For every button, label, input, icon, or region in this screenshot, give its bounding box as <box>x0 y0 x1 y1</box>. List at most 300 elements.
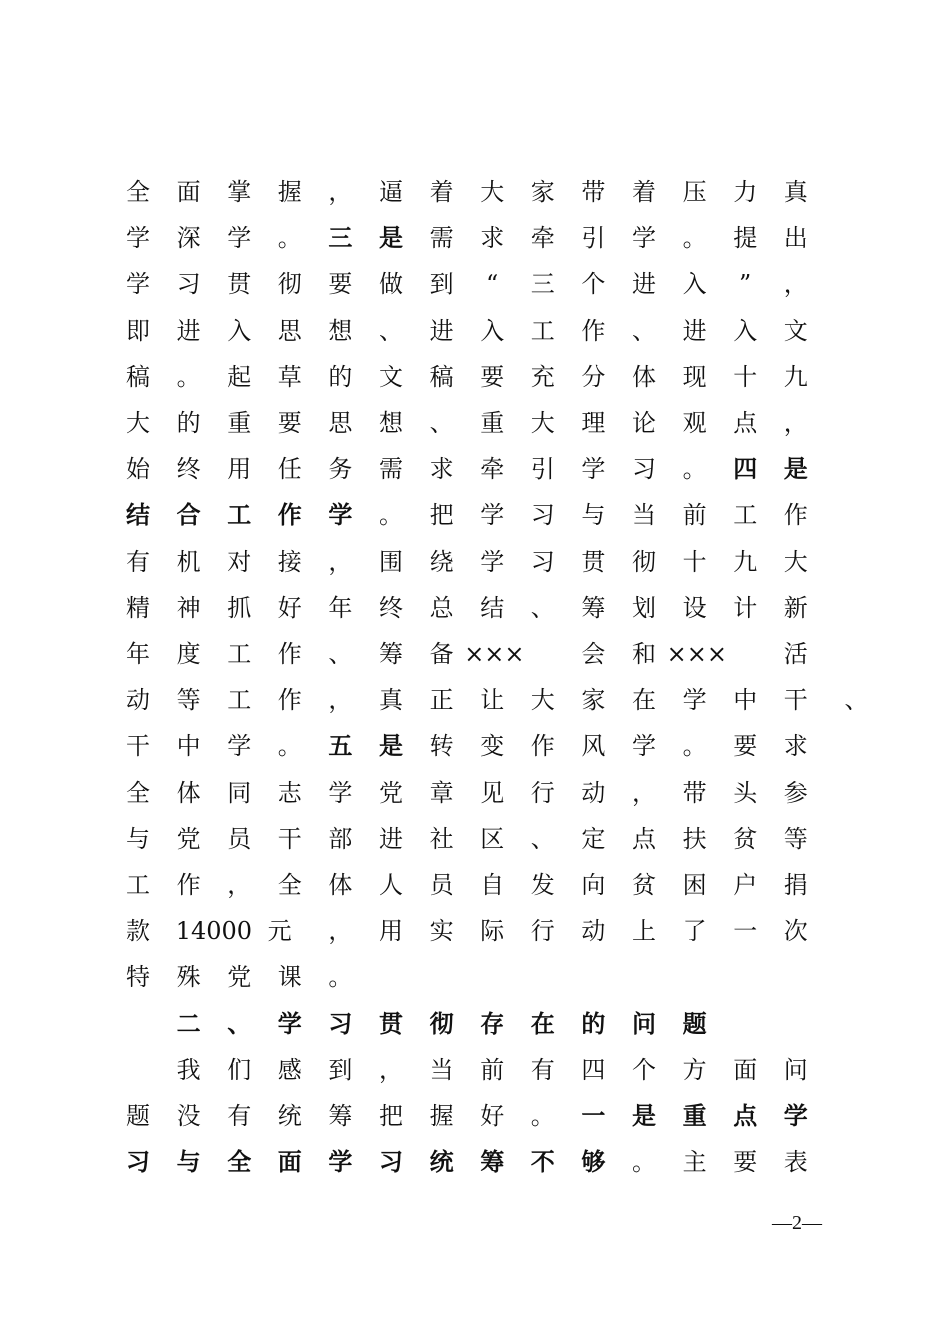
text-char: 作 <box>176 871 201 899</box>
text-char: 们 <box>227 1055 252 1084</box>
text-char: 统 <box>277 1102 302 1130</box>
text-char: 入 <box>733 316 758 345</box>
text-char: 题 <box>682 1008 707 1038</box>
text-char: 面 <box>733 1055 758 1084</box>
text-char: 大 <box>530 686 555 715</box>
text-char: 家 <box>530 178 555 206</box>
text-char: 合 <box>176 500 201 530</box>
text-char: 在 <box>530 1008 555 1038</box>
text-char: 员 <box>429 871 454 899</box>
text-char: 牵 <box>530 224 555 253</box>
text-char: 同 <box>227 778 252 807</box>
text-line <box>124 590 844 626</box>
text-char: 用 <box>379 917 403 946</box>
text-char: 有 <box>126 547 150 576</box>
text-char: 与 <box>581 501 606 530</box>
text-char: 学 <box>682 686 707 715</box>
text-line <box>124 544 844 580</box>
text-char: 动 <box>126 686 150 715</box>
text-char: 中 <box>176 732 201 761</box>
text-char: 体 <box>632 362 656 391</box>
text-char: 带 <box>581 178 606 206</box>
text-char: 见 <box>480 778 505 807</box>
text-char: 。 <box>379 501 403 530</box>
text-char: 习 <box>530 501 555 530</box>
text-char: 是 <box>783 454 808 484</box>
text-char: 全 <box>227 1147 252 1177</box>
text-char: 重 <box>682 1101 707 1130</box>
text-char: 转 <box>429 732 454 761</box>
text-char: ” <box>739 270 752 299</box>
text-char: 稿 <box>126 362 150 391</box>
text-char: 够 <box>581 1147 606 1177</box>
text-char: 总 <box>429 593 454 622</box>
text-char: 握 <box>277 178 302 206</box>
text-char: 握 <box>429 1102 454 1130</box>
text-char: 思 <box>277 316 302 345</box>
text-char: 习 <box>379 1147 403 1177</box>
text-char: 发 <box>530 871 555 899</box>
text-char: 向 <box>581 871 606 899</box>
text-char: 三 <box>328 223 353 253</box>
text-char: 充 <box>530 362 555 391</box>
text-char: 稿 <box>429 362 454 391</box>
text-char: 学 <box>227 732 252 761</box>
text-char: 十 <box>733 362 758 391</box>
text-char: 抓 <box>227 593 252 622</box>
text-char: 十 <box>682 547 707 576</box>
text-char: 大 <box>126 409 150 437</box>
text-line <box>124 821 844 857</box>
text-line <box>124 405 844 441</box>
text-char: 扶 <box>682 824 707 853</box>
text-char: ， <box>328 178 353 206</box>
text-char: 逼 <box>379 178 403 206</box>
text-line <box>124 636 844 672</box>
text-char: 到 <box>328 1055 353 1084</box>
text-char: 想 <box>328 316 353 345</box>
text-char: 是 <box>379 731 403 761</box>
text-char: 个 <box>632 1055 656 1084</box>
text-char: 着 <box>632 178 656 206</box>
text-line <box>124 451 844 487</box>
text-char: 有 <box>227 1102 252 1130</box>
text-char: 习 <box>176 270 201 299</box>
text-char: 课 <box>277 963 302 992</box>
text-char: 文 <box>379 362 403 391</box>
text-char: 对 <box>227 547 252 576</box>
text-char: 出 <box>783 224 808 253</box>
text-line <box>124 775 844 811</box>
text-char: 求 <box>783 732 808 761</box>
text-char: 五 <box>328 731 353 761</box>
text-char: 。 <box>176 362 201 391</box>
text-line <box>124 220 844 256</box>
text-char: 。 <box>277 224 302 253</box>
text-char: 、 <box>844 686 869 715</box>
text-char: 志 <box>277 778 302 807</box>
text-line <box>124 913 844 949</box>
text-char: 与 <box>176 1147 201 1177</box>
text-char: 精 <box>126 593 150 622</box>
text-char: 即 <box>126 316 150 345</box>
text-char: 工 <box>227 686 252 715</box>
text-char: 要 <box>480 362 505 391</box>
text-char: 学 <box>783 1101 808 1130</box>
text-line <box>124 1098 844 1134</box>
text-char: 重 <box>227 409 252 437</box>
text-char: 贫 <box>733 824 758 853</box>
text-char: 绕 <box>429 547 454 576</box>
text-char: 学 <box>480 547 505 576</box>
text-char: 想 <box>379 409 403 437</box>
text-char: 自 <box>480 871 505 899</box>
text-char: 等 <box>176 686 201 715</box>
text-char: 学 <box>581 455 606 484</box>
text-char: 用 <box>227 455 252 484</box>
text-char: ， <box>783 270 808 299</box>
text-char: 14000 <box>175 917 253 946</box>
text-char: 等 <box>783 824 808 853</box>
text-char: 户 <box>733 871 758 899</box>
text-char: 、 <box>530 824 555 853</box>
text-char: 工 <box>733 501 758 530</box>
text-char: 学 <box>632 732 656 761</box>
text-char: 全 <box>277 871 302 899</box>
text-char: 点 <box>733 1101 758 1130</box>
text-char: 进 <box>682 316 707 345</box>
text-char: 问 <box>783 1055 808 1084</box>
text-char: 需 <box>429 224 454 253</box>
text-char: 做 <box>379 270 403 299</box>
text-char: 人 <box>379 871 403 899</box>
text-char: 当 <box>632 501 656 530</box>
text-char: 彻 <box>632 547 656 576</box>
text-char: 筹 <box>480 1147 505 1177</box>
text-char: 务 <box>328 455 353 484</box>
text-char: 党 <box>227 963 252 992</box>
text-char: 把 <box>429 501 454 530</box>
text-char: 在 <box>632 686 656 715</box>
text-char: ， <box>328 547 353 576</box>
text-char: 捐 <box>783 871 808 899</box>
text-char: 设 <box>682 593 707 622</box>
text-char: 作 <box>581 316 606 345</box>
text-char: 贫 <box>632 871 656 899</box>
text-char: 家 <box>581 686 606 715</box>
text-char: 让 <box>480 686 505 715</box>
text-char: 、 <box>429 409 454 437</box>
text-char: 主 <box>682 1148 707 1177</box>
text-char: 度 <box>176 640 201 668</box>
text-char: 干 <box>126 732 150 761</box>
text-line <box>124 1052 844 1088</box>
text-char: 、 <box>227 1008 252 1038</box>
text-char: 学 <box>632 224 656 253</box>
text-char: 习 <box>632 455 656 484</box>
text-line <box>124 867 844 903</box>
text-char: 要 <box>733 732 758 761</box>
text-char: 是 <box>632 1101 656 1130</box>
text-char: 工 <box>530 316 555 345</box>
text-char: 结 <box>126 500 150 530</box>
text-char: 三 <box>530 270 555 299</box>
text-char: 。 <box>277 732 302 761</box>
text-char: ， <box>328 917 353 946</box>
text-char: 学 <box>227 224 252 253</box>
text-char: 求 <box>480 224 505 253</box>
text-char: 好 <box>277 593 302 622</box>
text-char: 学 <box>328 1147 353 1177</box>
text-char: 表 <box>783 1148 808 1177</box>
text-char: 一 <box>733 917 758 946</box>
text-char: 与 <box>126 824 150 853</box>
text-char: 划 <box>632 593 656 622</box>
text-char: 社 <box>429 824 454 853</box>
text-char: 党 <box>379 778 403 807</box>
text-char: 部 <box>328 824 353 853</box>
text-char: 点 <box>733 409 758 437</box>
text-char: 备 <box>429 640 454 668</box>
page-number: —2— <box>772 1212 822 1234</box>
text-char: 要 <box>328 270 353 299</box>
text-char: ××× <box>666 640 727 668</box>
text-char: 党 <box>176 824 201 853</box>
text-char: 的 <box>328 362 353 391</box>
text-char: 习 <box>328 1008 353 1038</box>
text-char: 真 <box>379 686 403 715</box>
text-char: 草 <box>277 362 302 391</box>
text-char: 筹 <box>581 593 606 622</box>
text-char: 当 <box>429 1055 454 1084</box>
text-char: 。 <box>682 224 707 253</box>
text-char: 中 <box>733 686 758 715</box>
text-char: 统 <box>429 1147 454 1177</box>
text-char: 重 <box>480 409 505 437</box>
text-char: 。 <box>632 1148 656 1177</box>
text-char: 个 <box>581 270 606 299</box>
text-line <box>124 313 844 349</box>
text-char: 牵 <box>480 455 505 484</box>
text-char: 大 <box>480 178 505 206</box>
text-line <box>124 728 844 764</box>
text-char: 需 <box>379 455 403 484</box>
text-char: 着 <box>429 178 454 206</box>
text-char: 文 <box>783 316 808 345</box>
text-char: ， <box>379 1055 403 1084</box>
text-char: 接 <box>277 547 302 576</box>
text-char: 干 <box>783 686 808 715</box>
text-char: 年 <box>126 640 150 668</box>
text-char: 体 <box>328 871 353 899</box>
text-char: 、 <box>379 316 403 345</box>
text-char: 深 <box>176 224 201 253</box>
text-line <box>124 174 844 210</box>
text-line <box>124 1144 844 1180</box>
text-char: 把 <box>379 1102 403 1130</box>
text-char: 前 <box>682 501 707 530</box>
text-char: 真 <box>783 178 808 206</box>
text-char: 掌 <box>227 178 252 206</box>
text-char: ， <box>783 409 808 437</box>
text-char: 上 <box>632 917 656 946</box>
text-char: 筹 <box>379 640 403 668</box>
text-char: 大 <box>783 547 808 576</box>
text-char: 学 <box>126 270 150 299</box>
text-char: 力 <box>733 178 758 206</box>
text-char: 现 <box>682 362 707 391</box>
text-char: 进 <box>176 316 201 345</box>
text-char: 全 <box>126 178 150 206</box>
text-char: 终 <box>176 455 201 484</box>
text-char: ××× <box>464 640 525 668</box>
text-char: 方 <box>682 1055 707 1084</box>
text-char: 九 <box>733 547 758 576</box>
text-char: 理 <box>581 409 606 437</box>
text-line <box>124 497 844 533</box>
text-line <box>124 1006 844 1042</box>
text-char: 面 <box>176 178 201 206</box>
text-char: 贯 <box>581 547 606 576</box>
text-char: 问 <box>632 1008 656 1038</box>
text-char: 筹 <box>328 1102 353 1130</box>
text-char: 体 <box>176 778 201 807</box>
text-char: 题 <box>126 1102 150 1130</box>
text-char: 起 <box>227 362 252 391</box>
text-char: 围 <box>379 547 403 576</box>
text-char: 参 <box>783 778 808 807</box>
text-char: 学 <box>328 500 353 530</box>
text-char: 前 <box>480 1055 505 1084</box>
text-char: 了 <box>682 917 707 946</box>
text-char: 际 <box>480 917 505 946</box>
text-char: 学 <box>480 501 505 530</box>
text-char: 员 <box>227 824 252 853</box>
text-char: 学 <box>126 224 150 253</box>
text-char: 新 <box>783 593 808 622</box>
text-char: “ <box>486 270 499 299</box>
text-char: ， <box>328 686 353 715</box>
text-char: 正 <box>429 686 454 715</box>
text-char: 、 <box>632 316 656 345</box>
text-char: 九 <box>783 362 808 391</box>
text-char: 学 <box>277 1008 302 1038</box>
text-char: 提 <box>733 224 758 253</box>
text-char: 的 <box>581 1008 606 1038</box>
text-char: 会 <box>581 640 606 668</box>
text-char: 有 <box>530 1055 555 1084</box>
text-char: 动 <box>581 778 606 807</box>
text-char: 求 <box>429 455 454 484</box>
text-char: 带 <box>682 778 707 807</box>
text-char: 进 <box>379 824 403 853</box>
text-char: 、 <box>328 640 353 668</box>
text-char: 计 <box>733 593 758 622</box>
text-char: 定 <box>581 824 606 853</box>
text-char: 干 <box>277 824 302 853</box>
text-char: ， <box>632 778 656 807</box>
text-line <box>124 682 869 718</box>
text-char: 到 <box>429 270 454 299</box>
text-char: 我 <box>176 1055 201 1084</box>
text-char: 作 <box>277 500 302 530</box>
text-char: 头 <box>733 778 758 807</box>
text-char: 。 <box>530 1102 555 1130</box>
text-char: 是 <box>379 223 403 253</box>
text-char: 风 <box>581 732 606 761</box>
text-char: 区 <box>480 824 505 853</box>
text-char: 感 <box>277 1055 302 1084</box>
text-char: 二 <box>176 1008 201 1038</box>
text-char: 特 <box>126 963 150 992</box>
text-char: 。 <box>682 455 707 484</box>
text-char: 大 <box>530 409 555 437</box>
text-char: 工 <box>227 500 252 530</box>
text-char: 入 <box>480 316 505 345</box>
text-char: 彻 <box>277 270 302 299</box>
text-char: 款 <box>126 917 150 946</box>
text-line <box>124 266 844 302</box>
text-char: 终 <box>379 593 403 622</box>
text-char: 年 <box>328 593 353 622</box>
text-char: 和 <box>632 640 656 668</box>
text-char: 学 <box>328 778 353 807</box>
text-char: 面 <box>277 1147 302 1177</box>
text-char: 的 <box>176 409 201 437</box>
text-char: 全 <box>126 778 150 807</box>
text-char: 神 <box>176 593 201 622</box>
text-char: 入 <box>682 270 707 299</box>
text-char: 存 <box>480 1008 505 1038</box>
text-char: 变 <box>480 732 505 761</box>
text-char: 不 <box>530 1147 555 1177</box>
text-char: 习 <box>126 1147 150 1177</box>
text-char: 机 <box>176 547 201 576</box>
text-char: 没 <box>176 1102 201 1130</box>
text-char: 进 <box>632 270 656 299</box>
text-char: 动 <box>581 917 606 946</box>
text-char: 思 <box>328 409 353 437</box>
text-char: 一 <box>581 1101 606 1130</box>
text-char: 工 <box>227 640 252 668</box>
text-char: 要 <box>277 409 302 437</box>
text-char: 困 <box>682 871 707 899</box>
text-char: ， <box>227 871 252 899</box>
text-char: 要 <box>733 1148 758 1177</box>
text-char: 元 <box>267 917 292 946</box>
text-char: 任 <box>277 455 302 484</box>
text-char: 入 <box>227 316 252 345</box>
text-char: 次 <box>783 917 808 946</box>
text-char: 观 <box>682 409 707 437</box>
text-char: 作 <box>530 732 555 761</box>
text-char: 行 <box>530 917 555 946</box>
text-char: 作 <box>277 640 302 668</box>
text-char: 四 <box>581 1055 606 1084</box>
text-char: 作 <box>277 686 302 715</box>
text-char: 章 <box>429 778 454 807</box>
text-line <box>124 359 844 395</box>
text-char: 殊 <box>176 963 201 992</box>
text-char: 习 <box>530 547 555 576</box>
text-char: 贯 <box>227 270 252 299</box>
text-char: 进 <box>429 316 454 345</box>
text-char: 贯 <box>379 1008 403 1038</box>
text-char: 。 <box>682 732 707 761</box>
text-char: 行 <box>530 778 555 807</box>
text-char: 引 <box>530 455 555 484</box>
text-char: 四 <box>733 454 758 484</box>
